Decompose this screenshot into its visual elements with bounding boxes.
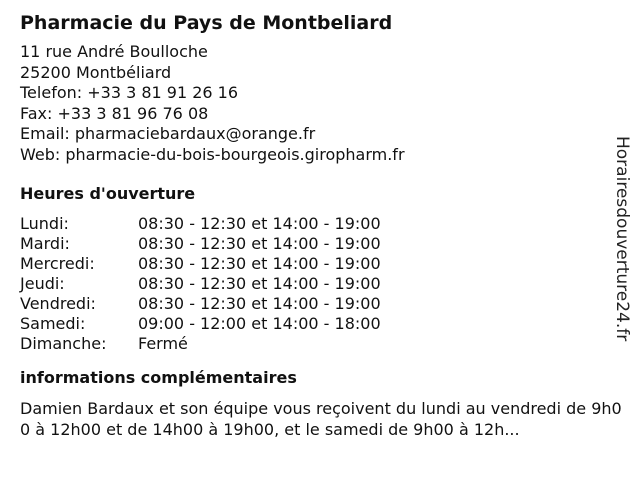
day-label: Mardi: bbox=[20, 234, 70, 253]
hours-row-thursday bbox=[20, 274, 620, 294]
hours-row-friday bbox=[20, 294, 620, 314]
time-range: 09:00 - 12:00 et 14:00 - 18:00 bbox=[138, 314, 381, 333]
day-label: Lundi: bbox=[20, 214, 69, 233]
phone-number: Telefon: +33 3 81 91 26 16 bbox=[20, 83, 239, 102]
site-watermark: Horairesdouverture24.fr bbox=[612, 136, 632, 342]
fax-number: Fax: +33 3 81 96 76 08 bbox=[20, 103, 209, 123]
hours-heading: Heures d'ouverture bbox=[20, 184, 196, 203]
time-range: 08:30 - 12:30 et 14:00 - 19:00 bbox=[138, 274, 381, 293]
hours-row-monday bbox=[20, 214, 620, 234]
day-label: Jeudi: bbox=[20, 274, 65, 293]
website-url: Web: pharmacie-du-bois-bourgeois.giropharm.fr bbox=[20, 144, 405, 164]
opening-hours-list bbox=[20, 214, 620, 354]
time-range: 08:30 - 12:30 et 14:00 - 19:00 bbox=[138, 254, 381, 273]
hours-row-wednesday bbox=[20, 254, 620, 274]
time-range: 08:30 - 12:30 et 14:00 - 19:00 bbox=[138, 214, 381, 233]
time-range: 08:30 - 12:30 et 14:00 - 19:00 bbox=[138, 294, 381, 313]
contact-block bbox=[20, 42, 620, 165]
day-label: Vendredi: bbox=[20, 294, 96, 313]
address-street: 11 rue André Boulloche bbox=[20, 42, 208, 61]
hours-row-sunday bbox=[20, 334, 620, 354]
info-description: Damien Bardaux et son équipe vous reçoivent du lundi au vendredi de 9h00 à 12h00 et de 14h00 à 19h00, et le samedi de 9h00 à 12h... bbox=[20, 399, 622, 439]
email-address: Email: pharmaciebardaux@orange.fr bbox=[20, 124, 316, 143]
day-label: Mercredi: bbox=[20, 254, 95, 273]
pharmacy-name: Pharmacie du Pays de Montbeliard bbox=[20, 12, 393, 34]
hours-row-tuesday bbox=[20, 234, 620, 254]
time-range: 08:30 - 12:30 et 14:00 - 19:00 bbox=[138, 234, 381, 253]
address-city: 25200 Montbéliard bbox=[20, 62, 172, 82]
info-heading: informations complémentaires bbox=[20, 368, 297, 387]
day-label: Samedi: bbox=[20, 314, 86, 333]
day-label: Dimanche: bbox=[20, 334, 107, 353]
hours-row-saturday bbox=[20, 314, 620, 334]
time-range: Fermé bbox=[138, 334, 188, 353]
pharmacy-card bbox=[20, 10, 620, 440]
